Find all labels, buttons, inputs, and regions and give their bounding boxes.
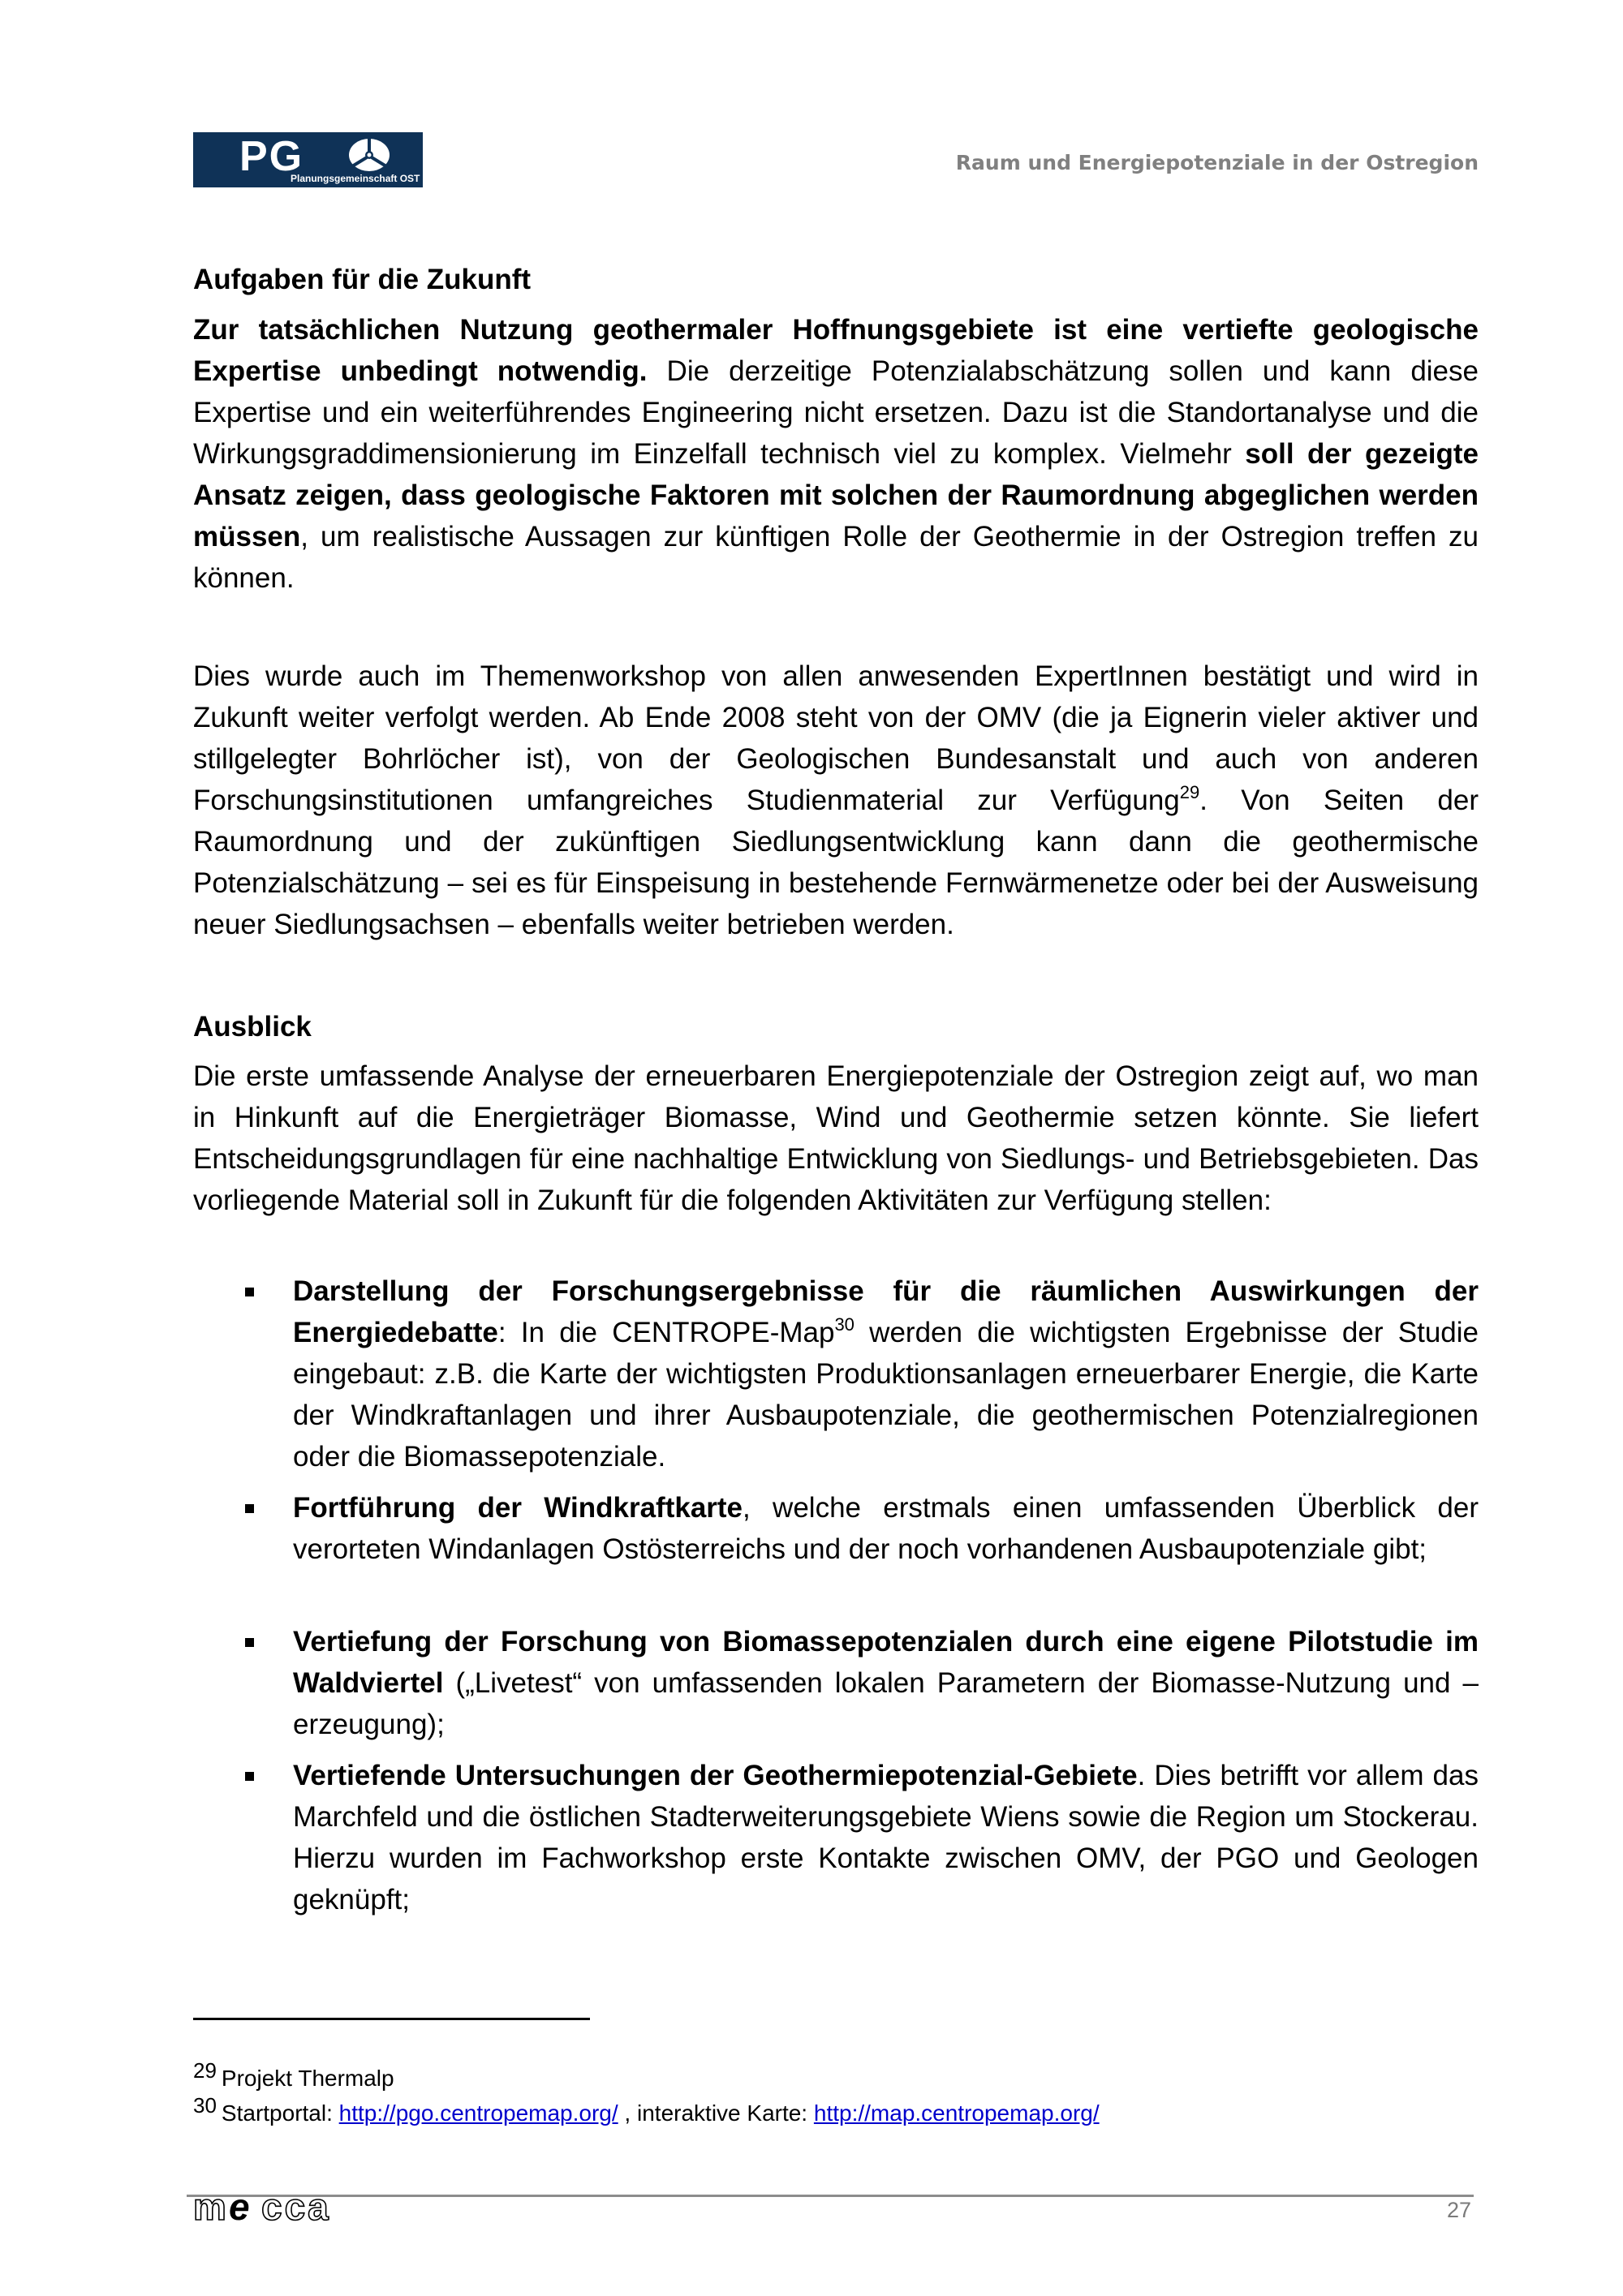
footnote-number: 29 <box>193 2058 217 2083</box>
section-heading-aufgaben: Aufgaben für die Zukunft <box>193 264 532 295</box>
footnote-ref-29[interactable]: 29 <box>1179 782 1200 802</box>
list-item <box>293 1487 1479 1570</box>
bullet-square-icon <box>245 1638 254 1647</box>
emphasis-text: Fortführung der Windkraftkarte <box>293 1492 743 1524</box>
pgo-logo-subtitle: Planungsgemeinschaft OST <box>291 173 420 184</box>
section-heading-ausblick: Ausblick <box>193 1011 312 1043</box>
bullet-square-icon <box>245 1772 254 1781</box>
footnote-text: , interaktive Karte: <box>618 2100 814 2126</box>
mecca-logo <box>192 2191 370 2226</box>
bullet-square-icon <box>245 1288 254 1296</box>
emphasis-text: Vertiefende Untersuchungen der Geothermiepotenzial-Gebiete <box>293 1760 1138 1791</box>
emphasis-text: soll der gezeigte Ansatz zeigen, dass geologische Faktoren mit solchen der Raumordnung abgeglichen werden müssen <box>193 438 1479 553</box>
body-text: , um realistische Aussagen zur künftigen Rolle der Geothermie in der Ostregion treffen zu können. <box>193 521 1479 594</box>
list-item <box>293 1621 1479 1745</box>
paragraph-aufgaben-1 <box>193 309 1479 599</box>
startportal-link[interactable]: http://pgo.centropemap.org/ <box>338 2100 618 2126</box>
page-number: 27 <box>1447 2198 1472 2222</box>
footnote-separator <box>193 2018 590 2020</box>
paragraph-ausblick-intro: Die erste umfassende Analyse der erneuerbaren Energiepotenziale der Ostregion zeigt auf, wo man in Hinkunft auf die Energieträger Biomasse, Wind und Geothermie setzen könnte. Sie liefert Entscheidungsgrundlagen für eine nachhaltige Entwicklung von Siedlungs- und Betriebsgebieten. Das vorliegende Material soll in Zukunft für die folgenden Aktivitäten zur Verfügung stellen: <box>193 1060 1479 1216</box>
footnote-30 <box>193 2092 1100 2127</box>
body-text: werden die wichtigsten Ergebnisse der Studie eingebaut: z.B. die Karte der wichtigsten Produktionsanlagen erneuerbarer Energie, die Karte der Windkraftanlagen und ihrer Ausbaupotenziale, die geothermischen Potenzialregionen oder die Biomassepotenziale. <box>293 1317 1479 1473</box>
footnote-text: Projekt Thermalp <box>221 2066 394 2091</box>
body-text: Dies wurde auch im Themenworkshop von allen anwesenden ExpertInnen bestätigt und wird in Zukunft weiter verfolgt werden. Ab Ende 2008 steht von der OMV (die ja Eignerin vieler aktiver und stillgelegter Bohrlöcher ist), von der Geologischen Bundesanstalt und auch von anderen Forschungsinstitutionen umfangreiches Studienmaterial zur Verfügung <box>193 660 1479 816</box>
paragraph-aufgaben-2 <box>193 656 1479 945</box>
emphasis-text: Vertiefung der Forschung von Biomassepotenzialen durch eine eigene Pilotstudie im Waldviertel <box>293 1626 1479 1699</box>
svg-text:e: e <box>229 2191 250 2226</box>
footnote-ref-30[interactable]: 30 <box>834 1314 855 1335</box>
body-text: , welche erstmals einen umfassenden Überblick der verorteten Windanlagen Ostösterreichs und der noch vorhandenen Ausbaupotenziale gibt; <box>293 1492 1479 1565</box>
pgo-logo-letters: PG <box>239 133 304 180</box>
interactive-map-link[interactable]: http://map.centropemap.org/ <box>813 2100 1100 2126</box>
body-text: . Von Seiten der Raumordnung und der zukünftigen Siedlungsentwicklung kann dann die geothermische Potenzialschätzung – sei es für Einspeisung in bestehende Fernwärmenetze oder bei der Ausweisung neuer Siedlungsachsen – ebenfalls weiter betrieben werden. <box>193 785 1479 940</box>
list-item <box>293 1271 1479 1477</box>
bullet-square-icon <box>245 1504 254 1513</box>
document-header-title: Raum und Energiepotenziale in der Ostregion <box>955 151 1479 174</box>
emphasis-text: Darstellung der Forschungsergebnisse für die räumlichen Auswirkungen der Energiedebatte <box>293 1275 1479 1348</box>
body-text: . Dies betrifft vor allem das Marchfeld und die östlichen Stadterweiterungsgebiete Wiens sowie die Region um Stockerau. Hierzu wurden im Fachworkshop erste Kontakte zwischen OMV, der PGO und Geologen geknüpft; <box>293 1760 1479 1915</box>
list-item <box>293 1755 1479 1920</box>
pgo-logo <box>193 132 423 187</box>
footnote-29 <box>193 2057 394 2092</box>
body-text: Die derzeitige Potenzialabschätzung sollen und kann diese Expertise und ein weiterführendes Engineering nicht ersetzen. Dazu ist die Standortanalyse und die Wirkungsgraddimensionierung im Einzelfall technisch viel zu komplex. Vielmehr <box>193 355 1479 470</box>
wind-turbine-wheel-icon <box>346 135 393 171</box>
footnote-number: 30 <box>193 2093 217 2118</box>
body-text: („Livetest“ von umfassenden lokalen Parametern der Biomasse-Nutzung und –erzeugung); <box>293 1667 1479 1740</box>
svg-text:cca: cca <box>261 2191 331 2226</box>
emphasis-text: Zur tatsächlichen Nutzung geothermaler Hoffnungsgebiete ist eine vertiefte geologische Expertise unbedingt notwendig. <box>193 314 1479 387</box>
footnote-text: Startportal: <box>221 2100 339 2126</box>
body-text: : In die CENTROPE-Map <box>497 1317 835 1348</box>
footer-separator <box>187 2195 1474 2197</box>
svg-text:m: m <box>193 2191 227 2226</box>
